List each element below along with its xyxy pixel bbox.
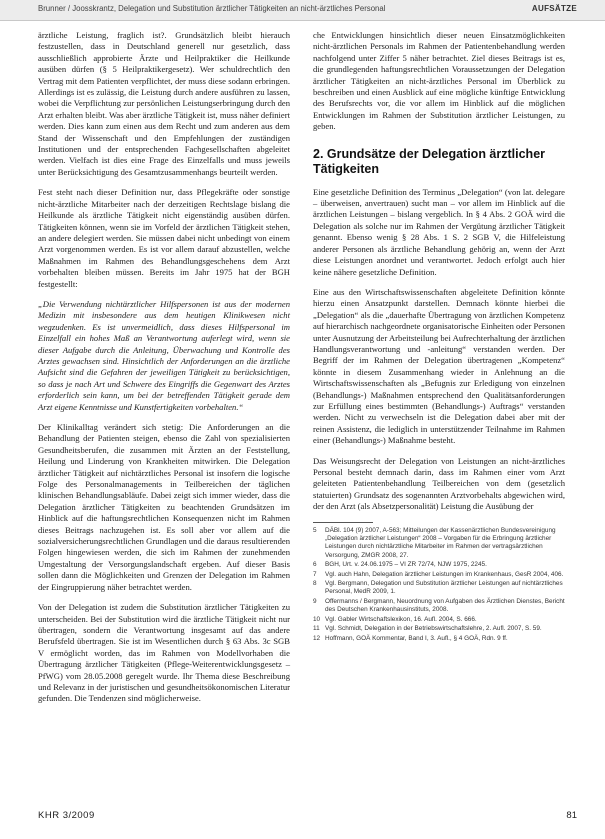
- footnote-text: BGH, Urt. v. 24.06.1975 – VI ZR 72/74, NJW 1975, 2245.: [325, 561, 487, 569]
- footnotes: [313, 527, 565, 643]
- footnote: [313, 580, 565, 597]
- footnote: [313, 598, 565, 615]
- section-heading: 2. Grundsätze der Delegation ärztlicher Tätigkeiten: [313, 146, 546, 176]
- footnote-text: DÄBl. 104 (9) 2007, A-563; Mitteilungen der Kassenärztlichen Bundesvereinigung „Delegation ärztlicher Leistungen“ 2008 – Vorgaben für die Erbringung ärztlicher Leistungen durch nichtärztliche Mitarbeiter im Rahmen der vertragsärztlichen Versorgung, ZMGR 2008, 27.: [325, 526, 556, 559]
- page-footer: [38, 810, 577, 824]
- section-label: AUFSÄTZE: [531, 4, 577, 13]
- footnote-number: 12: [313, 634, 321, 642]
- paragraph: Der Klinikalltag verändert sich stetig: Die Anforderungen an die Behandlung der Patienten steigen, ebenso die Zahl von spezialisierten Gesundheitsberufen, die zusammen mit Ärzten an der Feststellung, Heilung und Linderung von Krankheiten mitwirken. Die Delegation ärztlicher Tätigkeit auf nichtärztliches Personal ist insofern die logische Folge des Personalmanagements in Teilbereichen der täglichen klinischen Behandlungsabläufe. Dabei zeigt sich immer wieder, dass die Delegation ärztlicher Tätigkeiten zu beachtenden Grundsätzen im Hinblick auf die haftungsrechtlichen Konsequenzen nicht im Rahmen dieses Beitrags nachzugehen ist. Es soll aber vor allem auf die sozialversicherungsrechtlichen Grundlagen und die daraus resultierenden Folgen hingewiesen werden, die sich im Rahmen der zunehmenden Umgestaltung der Versorgungslandschaft ergeben. Auf dieser Basis sollen dann die Möglichkeiten und Grenzen der Delegation im Rahmen der Eingruppierung näher betrachtet werden.: [38, 422, 290, 592]
- footnote-number: 10: [313, 615, 321, 623]
- footnote-text: Hoffmann, GOÄ Kommentar, Band I, 3. Aufl., § 4 GOÄ, Rdn. 9 ff.: [325, 634, 508, 642]
- running-title: Brunner / Joosskrantz, Delegation und Substitution ärztlicher Tätigkeiten an nicht-ärztliches Personal: [38, 4, 386, 13]
- running-header: [0, 0, 605, 21]
- paragraph: ärztliche Leistung, fraglich ist?. Grundsätzlich bleibt hierauch festzustellen, dass in Deutschland generell nur gesetzlich, dass ausschließlich approbierte Ärzte und Heilpraktiker die Heilkunde ausüben dürfen (§ 5 Heilpraktikergesetz). Wer schuldrechtlich den Vertrag mit dem Patienten verpflichtet, der muss diese sodann erbringen. Allerdings ist es zulässig, die Leistung durch andere ausführen zu lassen, wobei die Verpflichtung zur persönlichen Leistungserbringung durch den Arzt erhalten bleibt. Was aber ärztliche Tätigkeit ist, muss näher definiert werden. Dies kann zum einen aus dem Recht und zum anderen aus dem Stand der Wissenschaft und den Empfehlungen der zuständigen Institutionen und der entsprechenden Fachgesellschaften abgeleitet werden. Vielfach ist dies eine Frage des Einzelfalls und muss jeweils unter Berücksichtigung des Gesamtzusammenhangs beurteilt werden.: [38, 30, 290, 177]
- footnote-number: 7: [313, 570, 317, 578]
- footnote: [313, 571, 565, 579]
- bgh-quote: „Die Verwendung nichtärztlicher Hilfspersonen ist aus der modernen Medizin mit insbesondere aus dem heutigen Klinikwesen nicht wegzudenken. Es ist unvermeidlich, dass dieses Hilfspersonal im Einzelfall ein hohes Maß an Verantwortung auferlegt wird, wenn sie dieser Aufgabe durch die Anleitung, Überwachung und Kontrolle des Arztes gewachsen sind. Hinsichtlich der Anforderungen an die ärztliche Aufsicht sind die Gefahren der jeweiligen Tätigkeit zu berücksichtigen, so dass je nach Art und Schwere des Eingriffs die Gegenwart des Arztes erforderlich sein kann, um bei der betreffenden Tätigkeit gerade dem Arzt eigene Kenntnisse und Kunstfertigkeiten vorbehalten.“: [38, 298, 290, 412]
- footnote-number: 11: [313, 625, 320, 633]
- footnote-text: Vgl. auch Hahn, Delegation ärztlicher Leistungen im Krankenhaus, GesR 2004, 406.: [325, 570, 564, 578]
- paragraph: che Entwicklungen hinsichtlich dieser neuen Einsatzmöglichkeiten nicht-ärztlichen Personals im Rahmen der Patientenbehandlung werden nachfolgend unter Ziffer 5 näher betrachtet. Ziel dieses Beitrags ist es, die grundlegenden haftungsrechtlichen Voraussetzungen der Delegation ärztlicher Tätigkeiten an nicht-ärztliches Personal im Überblick zu beschreiben und einen Ausblick auf eine mögliche künftige Entwicklung des Berufsrechts vor, die vor allem im Hinblick auf die möglichen Entwicklungen im Rahmen der Substitution ärztlicher Leistungen, zu geben.: [313, 30, 565, 132]
- page-number: 81: [566, 810, 577, 821]
- footnote: [313, 527, 565, 561]
- journal-issue: KHR 3/2009: [38, 810, 95, 821]
- footnote-number: 6: [313, 561, 317, 569]
- footnote-number: 5: [313, 526, 317, 534]
- footnote-number: 8: [313, 580, 317, 588]
- paragraph: Eine aus den Wirtschaftswissenschaften abgeleitete Definition könnte hierzu einen Ansatzpunkt darstellen. Demnach könnte hierbei die „Delegation“ als die „dauerhafte Übertragung von ärztlichen Kompetenz auf hierarchisch nachgeordnete organisatorische Einheiten oder Personen unter Ausnutzung der Arbeitsteilung bei Aufrechterhaltung der ärztlichen Handlungsverantwortung und -anleitung“ verstanden werden. Der Begriff der im Rahmen der Delegation übertragenen „Kompetenz“ könnte in diesem Zusammenhang wieder in Anlehnung an die Wirtschaftswissenschaften als „Befugnis zur Erledigung von einzelnen (Behandlungs-) Maßnahmen entsprechend den Qualitätsanforderungen zur Erfüllung eines bestimmten (Behandlungs-) Auftrags“ verstanden werden. Nicht zu verwechseln ist die Delegation dabei aber mit der reinen Assistenz, die lediglich in unterstützender Teilnahme im Rahmen einer (Behandlungs-) Maßnahme besteht.: [313, 286, 565, 446]
- footnote-text: Vgl. Schmidt, Delegation in der Betriebswirtschaftslehre, 2. Aufl. 2007, S. 59.: [325, 625, 542, 633]
- footnote-number: 9: [313, 597, 317, 605]
- footnote: [313, 635, 565, 643]
- footnote-text: Vgl. Gabler Wirtschaftslexikon, 16. Aufl. 2004, S. 666.: [325, 615, 477, 623]
- paragraph: Von der Delegation ist zudem die Substitution ärztlicher Tätigkeiten zu unterscheiden. Bei der Substitution wird die ärztliche Tätigkeit nicht nur übertragen, sondern die Verantwortung insgesamt auf das andere Berufsfeld übertragen. Sie ist im Wesentlichen durch § 63 Abs. 3c SGB V ermöglicht worden, das im Rahmen von Modellvorhaben die Übertragung ärztlicher Tätigkeiten (Pflege-Weiterentwicklungsgesetz – PfWG) vom 28.05.2008 geregelt wurde. Ihr Thema diese Beschreibung und Relevanz in der juristischen und gesundheitsökonomischen Literatur gefunden. Die Tendenzen sind möglicherweise.: [38, 602, 290, 704]
- paragraph: Eine gesetzliche Definition des Terminus „Delegation“ (von lat. delegare – überweisen, anvertrauen) sucht man – vor allem im Hinblick auf die ärztlichen Leistungen – bislang vergeblich. In § 4 Abs. 2 GOÄ wird die Delegation als solche nur im Rahmen der Vergütung ärztlicher Tätigkeit genannt. Ebenso wenig § 28 Abs. 1 S. 2 SGB V, die Hilfeleistung anderer Personen als ärztliche Behandlung gehörig an, wenn der Arzt diese Leistungen anordnet und verantwortet. Jedoch erfolgt auch hier keine nähere gesetzliche Definition.: [313, 186, 565, 277]
- paragraph: Das Weisungsrecht der Delegation von Leistungen an nicht-ärztliches Personal besteht demnach darin, dass im Rahmen einer vom Arzt geleiteten Patientenbehandlung Teilbereichen von dem (gesetzlich statuierten) Grundsatz des sogenannten Arztvorbehalts abgewichen wird, der den Arzt (als Absetzpersonalität) Leistung die Ausübung der: [313, 455, 565, 512]
- right-column: [313, 30, 565, 644]
- paragraph: Fest steht nach dieser Definition nur, dass Pflegekräfte oder sonstige nicht-ärztliche Mitarbeiter nach der derzeitigen Rechtslage bislang die Heilkunde als ärztliche Tätigkeit nicht eigenständig ausüben dürfen. Tätigkeiten können, wenn sie im Vorfeld der ärztlichen Tätigkeit stehen, an andere delegiert werden. Sie müssen dabei nicht unbedingt von einem Arzt vorgenommen werden. Es ist vor allem darauf abzustellen, welche Maßnahmen im Rahmen des Behandlungsgeschehens dem Arzt vorbehalten bleiben müssen. Bereits im Jahr 1975 hat der BGH festgestellt:: [38, 187, 290, 289]
- footnote: [313, 561, 565, 569]
- footnote: [313, 625, 565, 633]
- left-column: [38, 30, 290, 714]
- footnote-text: Offermanns / Bergmann, Neuordnung von Aufgaben des Ärztlichen Dienstes, Bericht des Deutschen Krankenhausinstituts, 2008.: [325, 597, 565, 614]
- footnote: [313, 616, 565, 624]
- footnote-divider: [313, 522, 373, 523]
- footnote-text: Vgl. Bergmann, Delegation und Substitution ärztlicher Leistungen auf nichtärztliches Personal, MedR 2009, 1.: [325, 580, 563, 596]
